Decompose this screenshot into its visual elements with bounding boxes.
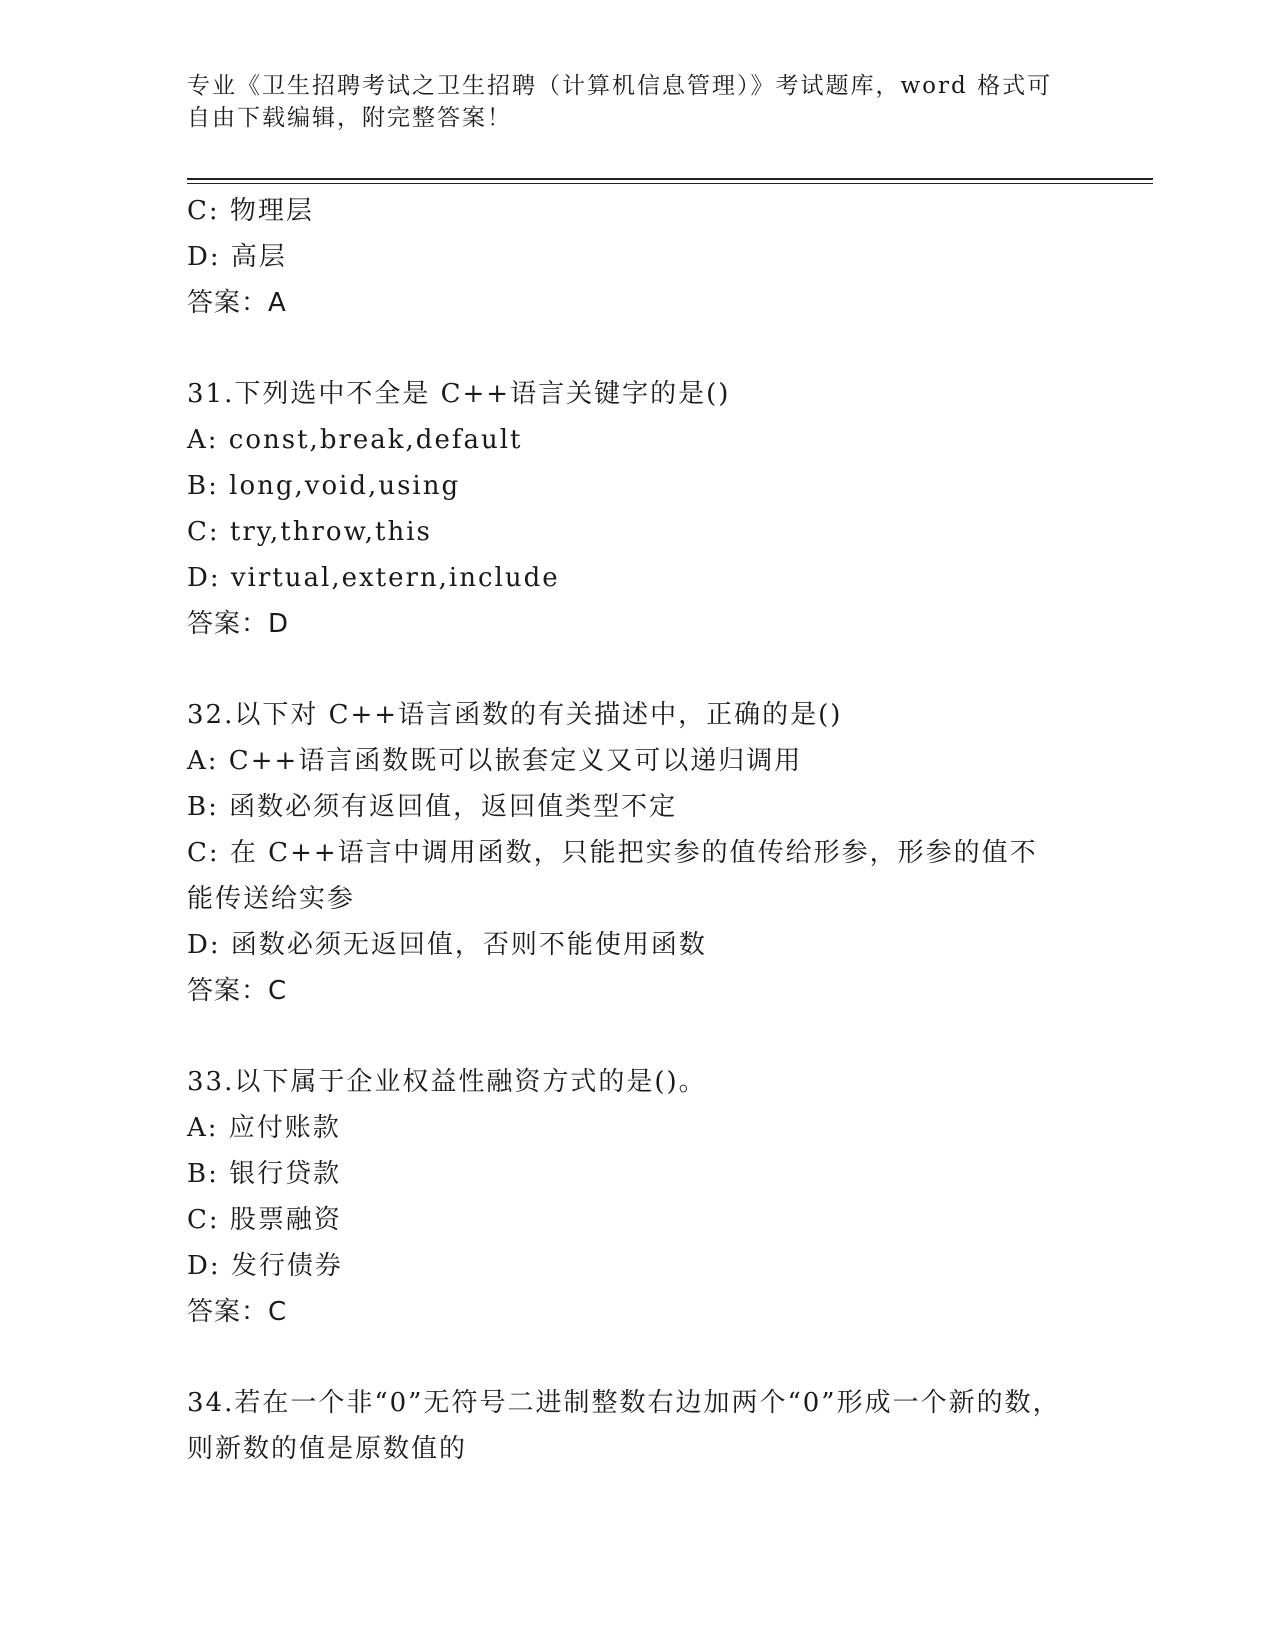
answer-label: 答案：D bbox=[187, 609, 290, 639]
question-32 bbox=[187, 692, 1087, 1014]
option-b: B: 银行贷款 bbox=[187, 1159, 342, 1189]
option-c: C: 在 C++语言中调用函数，只能把实参的值传给形参，形参的值不能传送给实参 bbox=[187, 838, 1038, 914]
carryover-block bbox=[187, 188, 1087, 326]
question-31 bbox=[187, 371, 1087, 647]
option-b: B: 函数必须有返回值，返回值类型不定 bbox=[187, 792, 678, 822]
document-header bbox=[187, 70, 1067, 134]
option-c: C: 物理层 bbox=[187, 196, 314, 226]
answer-label: 答案：C bbox=[187, 976, 288, 1006]
header-divider bbox=[187, 178, 1153, 180]
question-stem: 32.以下对 C++语言函数的有关描述中，正确的是() bbox=[187, 700, 843, 730]
option-a: A: 应付账款 bbox=[187, 1113, 341, 1143]
question-stem: 33.以下属于企业权益性融资方式的是()。 bbox=[187, 1067, 707, 1097]
question-list bbox=[187, 188, 1087, 1472]
header-divider-thin bbox=[187, 183, 1153, 184]
option-b: B: long,void,using bbox=[187, 471, 461, 501]
answer-label: 答案：A bbox=[187, 288, 287, 318]
question-33 bbox=[187, 1059, 1087, 1335]
option-d: D: virtual,extern,include bbox=[187, 563, 560, 593]
option-c: C: 股票融资 bbox=[187, 1205, 342, 1235]
question-stem: 31.下列选中不全是 C++语言关键字的是() bbox=[187, 379, 731, 409]
question-34 bbox=[187, 1380, 1087, 1472]
option-a: A: C++语言函数既可以嵌套定义又可以递归调用 bbox=[187, 746, 803, 776]
option-d: D: 函数必须无返回值，否则不能使用函数 bbox=[187, 930, 707, 960]
option-c: C: try,throw,this bbox=[187, 517, 432, 547]
option-a: A: const,break,default bbox=[187, 425, 523, 455]
option-d: D: 发行债券 bbox=[187, 1251, 343, 1281]
answer-label: 答案：C bbox=[187, 1297, 288, 1327]
header-text: 专业《卫生招聘考试之卫生招聘（计算机信息管理）》考试题库，word 格式可自由下载编辑，附完整答案！ bbox=[187, 73, 1053, 131]
question-stem: 34.若在一个非“0”无符号二进制整数右边加两个“0”形成一个新的数，则新数的值是原数值的 bbox=[187, 1388, 1061, 1464]
option-d: D: 高层 bbox=[187, 242, 287, 272]
